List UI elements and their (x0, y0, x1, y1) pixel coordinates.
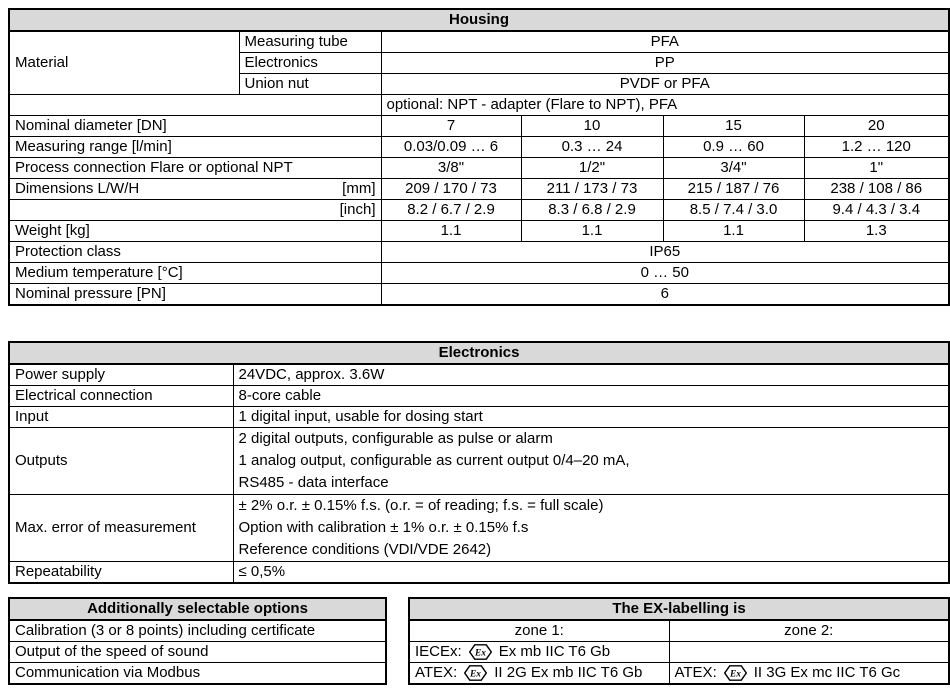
table-row (9, 562, 949, 584)
material-value: PVDF or PFA (381, 74, 949, 95)
spec-value-multiline (233, 428, 949, 495)
atex-zone1-cell (409, 663, 669, 685)
spec-value: 1.2 … 120 (804, 137, 949, 158)
spec-label-with-unit (9, 200, 381, 221)
ex-hexagon-icon (469, 644, 492, 660)
options-table (8, 597, 387, 685)
spec-label: Medium temperature [°C] (9, 263, 381, 284)
option-item: Communication via Modbus (9, 663, 386, 685)
spec-value: 0.3 … 24 (521, 137, 663, 158)
table-row (9, 407, 949, 428)
spec-label: Max. error of measurement (9, 495, 233, 562)
table-row (9, 137, 949, 158)
spec-line: Option with calibration ± 1% o.r. ± 0.15% f.s (238, 519, 529, 536)
spec-value: ≤ 0,5% (233, 562, 949, 584)
spec-label: Input (9, 407, 233, 428)
material-value: PFA (381, 31, 949, 53)
table-row (9, 364, 949, 386)
housing-table (8, 8, 950, 306)
spec-label: Measuring range [l/min] (9, 137, 381, 158)
spec-label: Nominal diameter [DN] (9, 116, 381, 137)
spec-value: 0.9 … 60 (663, 137, 804, 158)
spec-value: 10 (521, 116, 663, 137)
spec-label: Nominal pressure [PN] (9, 284, 381, 306)
zone1-header: zone 1: (409, 620, 669, 642)
spec-label: Power supply (9, 364, 233, 386)
iecex-zone2-cell-empty (669, 642, 949, 663)
spec-value: 211 / 173 / 73 (521, 179, 663, 200)
spec-value: 8.2 / 6.7 / 2.9 (381, 200, 521, 221)
housing-header-row (9, 9, 949, 31)
svg-text:Ex: Ex (729, 669, 741, 680)
material-component: Measuring tube (239, 31, 381, 53)
spec-value: 1" (804, 158, 949, 179)
svg-text:Ex: Ex (474, 648, 486, 659)
spec-line: 1 analog output, configurable as current output 0/4–20 mA, (238, 452, 630, 469)
spec-value-multiline (233, 495, 949, 562)
option-item: Output of the speed of sound (9, 642, 386, 663)
table-row (9, 179, 949, 200)
agency-label: IECEx: (415, 643, 462, 660)
atex-zone2-cell (669, 663, 949, 685)
zone2-header: zone 2: (669, 620, 949, 642)
spec-value: 8.3 / 6.8 / 2.9 (521, 200, 663, 221)
spec-line: ± 2% o.r. ± 0.15% f.s. (o.r. = of reading; f.s. = full scale) (238, 497, 604, 514)
ex-code: II 3G Ex mc IIC T6 Gc (753, 664, 901, 681)
options-header-row (9, 598, 386, 620)
spec-line: RS485 - data interface (238, 474, 389, 491)
spec-value: 3/8" (381, 158, 521, 179)
spec-label: Repeatability (9, 562, 233, 584)
spec-value: 209 / 170 / 73 (381, 179, 521, 200)
spec-label: Electrical connection (9, 386, 233, 407)
spec-value: 7 (381, 116, 521, 137)
spec-value: 24VDC, approx. 3.6W (233, 364, 949, 386)
spec-label: Dimensions L/W/H (15, 180, 140, 197)
ex-hexagon-icon (724, 665, 747, 681)
spec-value: 1.1 (663, 221, 804, 242)
table-row (9, 495, 949, 562)
ex-code: Ex mb IIC T6 Gb (498, 643, 611, 660)
table-row (9, 263, 949, 284)
ex-header-row (409, 598, 949, 620)
option-item: Calibration (3 or 8 points) including certificate (9, 620, 386, 642)
electronics-title: Electronics (9, 342, 949, 364)
spec-line: 2 digital outputs, configurable as pulse or alarm (238, 430, 553, 447)
spec-value: 8.5 / 7.4 / 3.0 (663, 200, 804, 221)
agency-label: ATEX: (674, 664, 717, 681)
table-row (9, 158, 949, 179)
spec-value: 0.03/0.09 … 6 (381, 137, 521, 158)
table-row (9, 620, 386, 642)
spec-value: 3/4" (663, 158, 804, 179)
spec-label: Weight [kg] (9, 221, 381, 242)
spec-value: 1/2" (521, 158, 663, 179)
spec-value: 1.1 (381, 221, 521, 242)
material-component: Union nut (239, 74, 381, 95)
unit-label: [inch] (339, 201, 376, 218)
table-row (409, 620, 949, 642)
ex-hexagon-icon (464, 665, 487, 681)
agency-label: ATEX: (415, 664, 458, 681)
table-row (9, 642, 386, 663)
ex-title: The EX-labelling is (409, 598, 949, 620)
spec-label: Protection class (9, 242, 381, 263)
material-component: Electronics (239, 53, 381, 74)
spec-value: IP65 (381, 242, 949, 263)
table-row (9, 242, 949, 263)
spec-value: 0 … 50 (381, 263, 949, 284)
spec-value: 1.3 (804, 221, 949, 242)
spec-value: 1 digital input, usable for dosing start (233, 407, 949, 428)
spec-value: 238 / 108 / 86 (804, 179, 949, 200)
ex-labelling-table (408, 597, 950, 685)
spec-label: Process connection Flare or optional NPT (9, 158, 381, 179)
electronics-header-row (9, 342, 949, 364)
spec-value: 20 (804, 116, 949, 137)
table-row (9, 284, 949, 306)
material-value: PP (381, 53, 949, 74)
spec-value: 1.1 (521, 221, 663, 242)
table-row (9, 663, 386, 685)
spec-label-with-unit (9, 179, 381, 200)
spec-value: 6 (381, 284, 949, 306)
table-row (9, 428, 949, 495)
options-title: Additionally selectable options (9, 598, 386, 620)
material-label: Material (9, 31, 239, 95)
spec-value: 15 (663, 116, 804, 137)
spec-value: 8-core cable (233, 386, 949, 407)
table-row (9, 200, 949, 221)
table-row (9, 116, 949, 137)
optional-note: optional: NPT - adapter (Flare to NPT), PFA (381, 95, 949, 116)
electronics-table (8, 341, 950, 584)
table-row (9, 31, 949, 53)
spec-label: Outputs (9, 428, 233, 495)
table-row (409, 663, 949, 685)
spec-value: 215 / 187 / 76 (663, 179, 804, 200)
iecex-zone1-cell (409, 642, 669, 663)
housing-title: Housing (9, 9, 949, 31)
table-row (9, 95, 949, 116)
spec-value: 9.4 / 4.3 / 3.4 (804, 200, 949, 221)
svg-text:Ex: Ex (470, 669, 482, 680)
unit-label: [mm] (342, 180, 376, 197)
ex-code: II 2G Ex mb IIC T6 Gb (494, 664, 643, 681)
table-row (409, 642, 949, 663)
spec-line: Reference conditions (VDI/VDE 2642) (238, 541, 492, 558)
table-row (9, 221, 949, 242)
empty-cell (9, 95, 381, 116)
table-row (9, 386, 949, 407)
